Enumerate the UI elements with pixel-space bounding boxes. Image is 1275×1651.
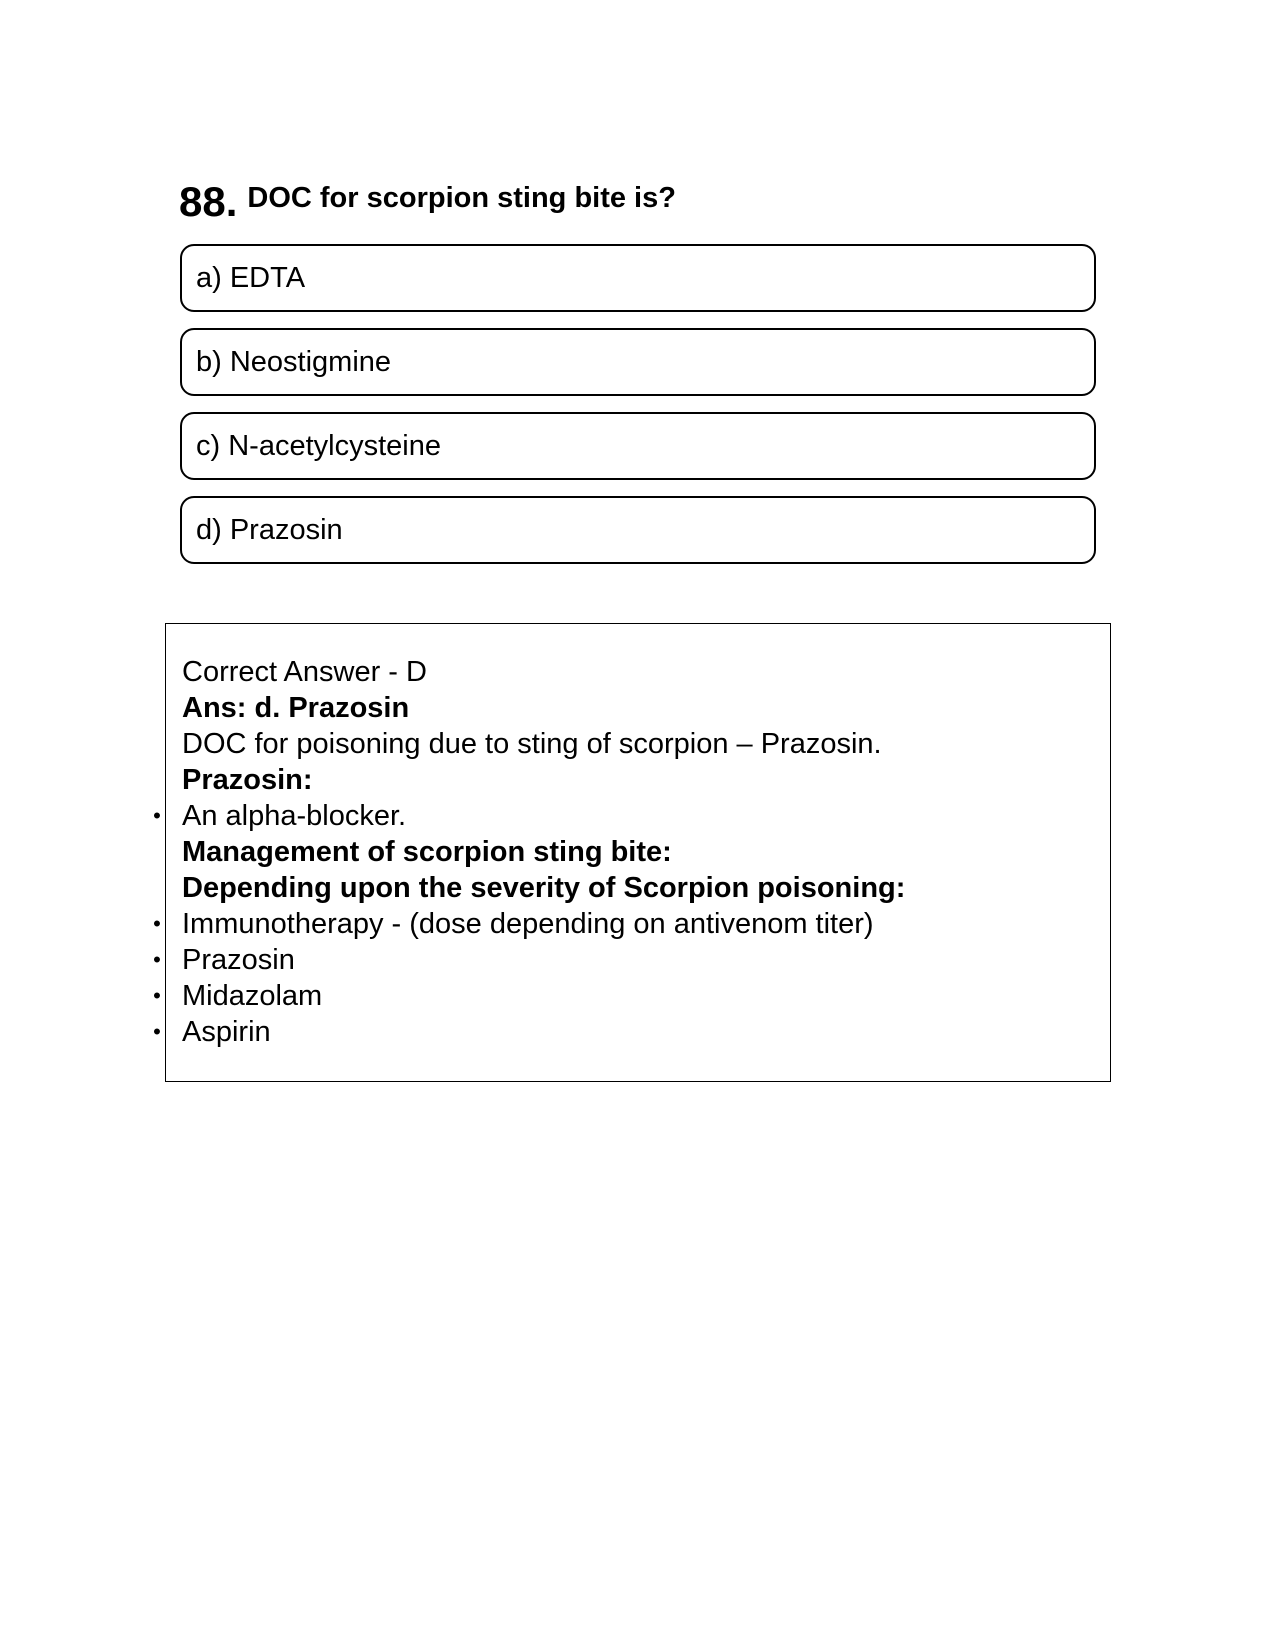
bullet-icon: • [153, 947, 161, 972]
option-a[interactable] [180, 244, 1096, 312]
list-item-text: Immunotherapy - (dose depending on antivenom titer) [182, 908, 874, 940]
drug-heading: Prazosin: [182, 764, 313, 796]
severity-heading: Depending upon the severity of Scorpion poisoning: [182, 872, 906, 904]
option-c-label: c) N-acetylcysteine [196, 429, 441, 462]
options-list [180, 244, 1096, 580]
bullet-icon: • [153, 983, 161, 1008]
list-item [153, 1014, 1092, 1050]
correct-answer-line: Correct Answer - D [182, 656, 427, 688]
option-d-label: d) Prazosin [196, 513, 343, 546]
bullet-icon: • [153, 803, 161, 828]
bullet-icon: • [153, 1019, 161, 1044]
list-item [153, 798, 1092, 834]
option-d[interactable] [180, 496, 1096, 564]
answer-heading: Ans: d. Prazosin [182, 692, 410, 724]
question-number: 88. [179, 178, 238, 225]
option-b[interactable] [180, 328, 1096, 396]
bullet-icon: • [153, 911, 161, 936]
question-header [179, 178, 1099, 226]
list-item-text: Midazolam [182, 980, 323, 1012]
option-b-label: b) Neostigmine [196, 345, 392, 378]
answer-description: DOC for poisoning due to sting of scorpion – Prazosin. [182, 728, 882, 760]
list-item [153, 906, 1092, 942]
answer-content [153, 654, 1092, 1050]
question-text: DOC for scorpion sting bite is? [247, 182, 676, 214]
option-c[interactable] [180, 412, 1096, 480]
option-a-label: a) EDTA [196, 261, 306, 294]
list-item-text: An alpha-blocker. [182, 800, 407, 832]
list-item-text: Prazosin [182, 944, 295, 976]
list-item-text: Aspirin [182, 1016, 271, 1048]
list-item [153, 978, 1092, 1014]
list-item [153, 942, 1092, 978]
management-heading: Management of scorpion sting bite: [182, 836, 672, 868]
answer-explanation-box [153, 623, 1111, 1082]
